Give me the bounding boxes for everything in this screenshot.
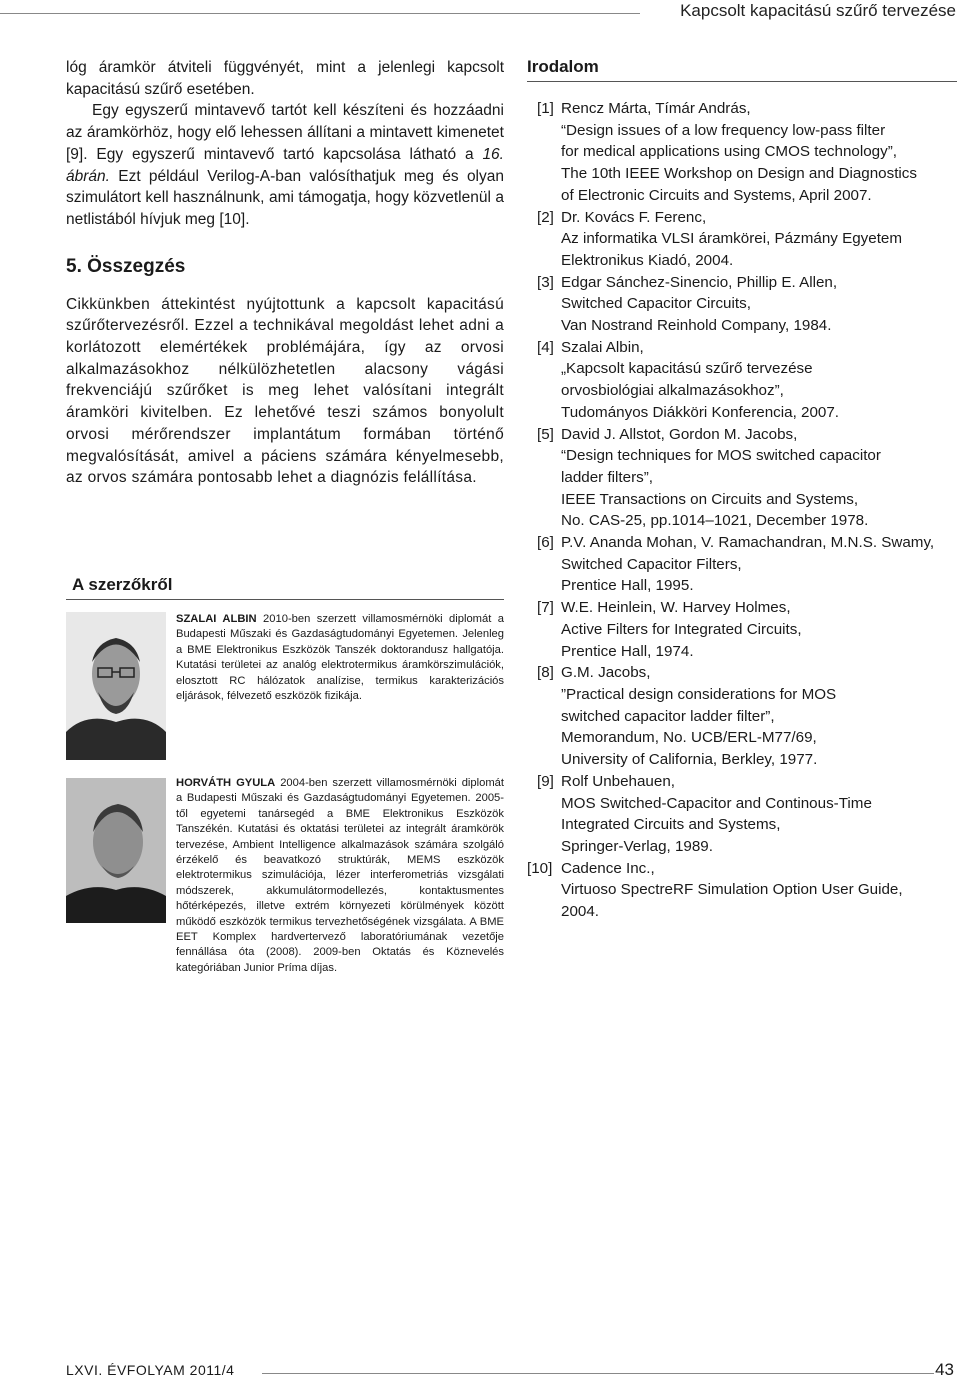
authors-heading: A szerzőkről	[72, 575, 173, 594]
reference-line: switched capacitor ladder filter”,	[561, 707, 775, 725]
footer-volume: LXVI. ÉVFOLYAM 2011/4	[66, 1362, 235, 1378]
reference-number: [3]	[537, 273, 554, 291]
reference-line: Active Filters for Integrated Circuits,	[561, 620, 802, 638]
reference-line: IEEE Transactions on Circuits and Systems,	[561, 490, 859, 508]
left-column	[66, 57, 504, 489]
reference-line: Tudományos Diákköri Konferencia, 2007.	[561, 403, 840, 421]
reference-number: [1]	[537, 100, 554, 117]
reference-line: ladder filters”,	[561, 468, 654, 486]
reference-line: Springer-Verlag, 1989.	[561, 837, 713, 855]
references-rule	[527, 81, 957, 82]
para-text: Egy egyszerű mintavevő tartót kell készíteni és hozzáadni az áramkörhöz, hogy elő lehessen állítani a mintavett kimenetet [9]. Egy egyszerű mintavevő tartó kapcsolása látható a	[66, 102, 504, 163]
reference-line: P.V. Ananda Mohan, V. Ramachandran, M.N.S. Swamy,	[561, 534, 935, 552]
reference-line: for medical applications using CMOS technology”,	[561, 143, 897, 161]
author-photo-horvath	[66, 778, 166, 923]
reference-number: [7]	[537, 599, 554, 617]
reference-line: Prentice Hall, 1995.	[561, 577, 694, 595]
author-bio-szalai	[176, 612, 504, 704]
reference-item	[527, 207, 957, 272]
references-column	[527, 57, 957, 923]
reference-line: Edgar Sánchez-Sinencio, Phillip E. Allen,	[561, 273, 838, 291]
reference-line: “Design techniques for MOS switched capacitor	[561, 447, 881, 465]
author-name: SZALAI ALBIN	[176, 613, 257, 625]
reference-item	[527, 424, 957, 533]
reference-number: [4]	[537, 338, 554, 356]
references-heading: Irodalom	[527, 57, 599, 76]
reference-line: Rolf Unbehauen,	[561, 772, 675, 790]
summary-paragraph: Cikkünkben áttekintést nyújtottunk a kapcsolt kapacitású szűrőtervezésről. Ezzel a technikával megoldást lehet adni a korlátozott elemértékek problémájára, így az orvosi alkalmazásokhoz nélkülözhetetlen alacsony vágási frekvenciájú szűrőket is meg lehet valósítani integrált áramköri kivitelben. Ez lehetővé teszi számos bonyolult orvosi mérőrendszer implantátum formában történő megvalósítását, amivel a páciens számára kényelmesebb, az orvos számára pontosabb lehet a diagnózis felállítása.	[66, 295, 504, 487]
reference-line: The 10th IEEE Workshop on Design and Diagnostics	[561, 165, 917, 183]
para-line: lóg áramkör átviteli függvényét, mint a jelenlegi kapcsolt kapacitású szűrő esetében.	[66, 59, 504, 98]
reference-item	[527, 337, 957, 424]
reference-item	[527, 532, 957, 597]
reference-line: Van Nostrand Reinhold Company, 1984.	[561, 317, 832, 335]
reference-number: [6]	[537, 534, 554, 552]
reference-item	[527, 98, 957, 207]
figure-reference: 16. ábrán.	[66, 145, 504, 185]
reference-item	[527, 771, 957, 858]
reference-line: Integrated Circuits and Systems,	[561, 816, 781, 834]
reference-number: [10]	[527, 859, 553, 877]
reference-number: [9]	[537, 772, 554, 790]
reference-line: University of California, Berkley, 1977.	[561, 751, 818, 769]
section-heading: 5. Összegzés	[66, 255, 186, 277]
author-bio-text: 2004-ben szerzett villamosmérnöki diplomát a Budapesti Műszaki és Gazdaságtudományi Egyetemen. 2005-től egyetemi tanársegéd a BME Elektronikus Eszközök Tanszékén. Kutatási és oktatási területei az integrált áramkörök tervezése, Ambient Intelligence alkalmazások számára szolgáló érzékelő és beavatkozó struktúrák, MEMS eszközök elektrotermikus szimulációja, lézer interferometriás vizsgálati módszerek, akkumulátormodellezés, kontaktusmentes hőtérképezés, illetve extrém környezeti körülmények között működő eszközök termikus tervezhetőségének vizsgálata. A BME EET Komplex hardvertervező laboratóriumának vezetője fennállása óta (2008). 2009-ben Oktatás és Köznevelés kategóriában Junior Príma díjas.	[176, 777, 504, 974]
running-header: Kapcsolt kapacitású szűrő tervezése	[680, 1, 956, 20]
reference-line: Elektronikus Kiadó, 2004.	[561, 251, 734, 269]
reference-line: of Electronic Circuits and Systems, April 2007.	[561, 186, 872, 204]
author-name: HORVÁTH GYULA	[176, 777, 276, 789]
reference-line: „Kapcsolt kapacitású szűrő tervezése	[561, 360, 813, 378]
reference-line: Dr. Kovács F. Ferenc,	[561, 208, 707, 226]
reference-number: [5]	[537, 425, 554, 443]
author-photo-szalai	[66, 612, 166, 760]
reference-list	[527, 98, 957, 923]
reference-line: “Design issues of a low frequency low-pass filter	[561, 121, 886, 139]
reference-line: ”Practical design considerations for MOS	[561, 685, 837, 703]
reference-line: Switched Capacitor Filters,	[561, 555, 742, 573]
footer-rule	[262, 1373, 934, 1374]
reference-item	[527, 858, 957, 923]
reference-line: Szalai Albin,	[561, 338, 644, 356]
authors-rule	[66, 599, 504, 600]
reference-line: 2004.	[561, 903, 600, 921]
reference-line: Rencz Márta, Tímár András,	[561, 100, 751, 117]
reference-line: No. CAS-25, pp.1014–1021, December 1978.	[561, 512, 869, 530]
reference-line: Virtuoso SpectreRF Simulation Option User Guide,	[561, 881, 903, 899]
reference-number: [8]	[537, 664, 554, 682]
reference-line: Memorandum, No. UCB/ERL-M77/69,	[561, 729, 817, 747]
reference-line: Az informatika VLSI áramkörei, Pázmány Egyetem	[561, 230, 903, 248]
intro-paragraph	[66, 57, 504, 231]
reference-line: W.E. Heinlein, W. Harvey Holmes,	[561, 599, 791, 617]
reference-number: [2]	[537, 208, 554, 226]
reference-item	[527, 272, 957, 337]
reference-line: Prentice Hall, 1974.	[561, 642, 694, 660]
reference-line: G.M. Jacobs,	[561, 664, 651, 682]
reference-line: Cadence Inc.,	[561, 859, 655, 877]
header-rule	[0, 13, 640, 14]
reference-line: David J. Allstot, Gordon M. Jacobs,	[561, 425, 798, 443]
reference-line: orvosbiológiai alkalmazásokhoz”,	[561, 382, 784, 400]
para-text-rest: Ezt például Verilog-A-ban valósíthatjuk meg és olyan szimulátort kell használnunk, ami támogatja, hogy közvetlenül a netlistából hívjuk meg [10].	[66, 167, 504, 228]
reference-item	[527, 597, 957, 662]
reference-item	[527, 662, 957, 771]
reference-line: Switched Capacitor Circuits,	[561, 295, 751, 313]
author-bio-horvath	[176, 776, 504, 976]
author-bio-text: 2010-ben szerzett villamosmérnöki diplomát a Budapesti Műszaki és Gazdaságtudományi Egyetemen. Jelenleg a BME Elektronikus Eszközök Tanszék doktorandusz hallgatója. Kutatási területei az analóg elektrotermikus áramkörszimulációk, elosztott RC hálózatok analízise, termikus karakterizációs eljárások, félvezető eszközök fizikája.	[176, 613, 504, 703]
reference-line: MOS Switched-Capacitor and Continous-Time	[561, 794, 872, 812]
page-number: 43	[935, 1360, 954, 1379]
